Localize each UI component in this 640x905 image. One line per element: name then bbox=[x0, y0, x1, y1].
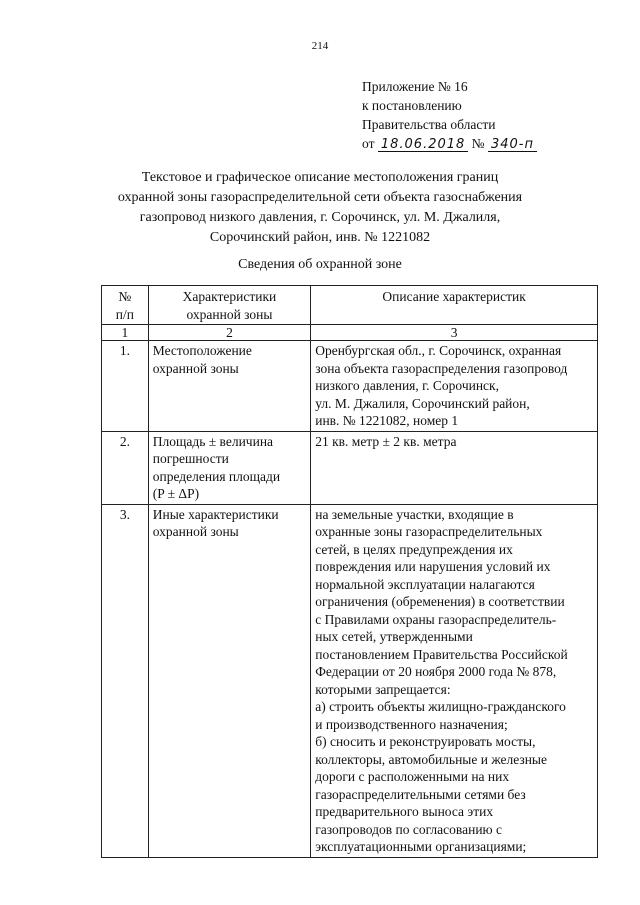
table-row bbox=[102, 341, 598, 432]
characteristic-name-line: погрешности bbox=[152, 451, 229, 466]
description-line: ограничения (обременения) в соответствии bbox=[315, 594, 565, 609]
characteristic-name-line: Площадь ± величина bbox=[152, 433, 274, 449]
description-line: с Правилами охраны газораспределитель- bbox=[315, 611, 557, 627]
appendix-line-3: Правительства области bbox=[362, 117, 496, 132]
description-line: инв. № 1221082, номер 1 bbox=[315, 413, 459, 428]
description-line: ул. М. Джалиля, Сорочинский район, bbox=[315, 395, 530, 411]
date-prefix: от bbox=[362, 136, 375, 151]
appendix-header bbox=[362, 77, 537, 153]
description-line: дороги с расположенными на них bbox=[315, 769, 510, 784]
characteristic-name-line: Местоположение bbox=[152, 343, 252, 358]
characteristic-description-cell bbox=[311, 504, 598, 857]
table-row bbox=[102, 431, 598, 504]
header-col-number-line-2: п/п bbox=[115, 306, 134, 322]
description-line: низкого давления, г. Сорочинск, bbox=[315, 378, 499, 393]
characteristic-name-cell bbox=[148, 504, 310, 857]
column-number-1: 1 bbox=[102, 325, 149, 341]
characteristic-name-line: определения площади bbox=[152, 468, 281, 484]
header-col-characteristics-line-2: охранной зоны bbox=[186, 306, 273, 322]
description-line: которыми запрещается: bbox=[315, 681, 451, 697]
description-line: на земельные участки, входящие в bbox=[315, 506, 514, 522]
description-line: Федерации от 20 ноября 2000 года № 878, bbox=[315, 664, 557, 679]
title-line-1: Текстовое и графическое описание местоположения границ bbox=[141, 170, 499, 185]
number-prefix: № bbox=[471, 136, 485, 151]
description-line: Оренбургская обл., г. Сорочинск, охранная bbox=[315, 343, 562, 358]
description-line: газопроводов по согласованию с bbox=[315, 821, 502, 837]
characteristic-description-cell bbox=[311, 431, 598, 504]
table-body bbox=[102, 341, 598, 858]
column-number-2: 2 bbox=[148, 325, 310, 341]
description-line: повреждения или нарушения условий их bbox=[315, 559, 551, 574]
protection-zone-table bbox=[101, 285, 598, 858]
document-title bbox=[0, 168, 640, 248]
table-header-row bbox=[102, 286, 598, 325]
description-line: ных сетей, утвержденными bbox=[315, 629, 473, 644]
column-number-3: 3 bbox=[311, 325, 598, 341]
description-line: предварительного выноса этих bbox=[315, 804, 494, 819]
description-line: б) сносить и реконструировать мосты, bbox=[315, 734, 536, 749]
description-line: сетей, в целях предупреждения их bbox=[315, 541, 513, 557]
description-line: эксплуатационными организациями; bbox=[315, 839, 527, 854]
characteristic-name-cell bbox=[148, 431, 310, 504]
row-number-cell: 2. bbox=[102, 431, 149, 504]
description-line: постановлением Правительства Российской bbox=[315, 646, 568, 662]
header-col-number bbox=[102, 286, 149, 325]
description-line: коллекторы, автомобильные и железные bbox=[315, 751, 547, 767]
header-col-description: Описание характеристик bbox=[311, 286, 598, 325]
characteristic-name-line: (P ± ΔP) bbox=[152, 486, 200, 501]
characteristic-name-line: охранной зоны bbox=[152, 524, 239, 539]
characteristic-name-cell bbox=[148, 341, 310, 432]
title-line-3: газопровод низкого давления, г. Сорочинск, ул. М. Джалиля, bbox=[139, 210, 501, 225]
section-subtitle: Сведения об охранной зоне bbox=[238, 257, 402, 272]
handwritten-number: 340-п bbox=[488, 138, 537, 152]
description-line: зона объекта газораспределения газопровод bbox=[315, 360, 568, 376]
header-col-characteristics-line-1: Характеристики bbox=[182, 289, 277, 304]
characteristic-name-line: Иные характеристики bbox=[152, 506, 279, 522]
description-line: 21 кв. метр ± 2 кв. метра bbox=[315, 433, 457, 449]
handwritten-date: 18.06.2018 bbox=[378, 138, 468, 152]
header-col-number-line-1: № bbox=[118, 289, 132, 304]
row-number-cell: 3. bbox=[102, 504, 149, 857]
page-number: 214 bbox=[311, 40, 329, 52]
appendix-line-2: к постановлению bbox=[362, 98, 462, 113]
header-col-characteristics bbox=[148, 286, 310, 325]
row-number-cell: 1. bbox=[102, 341, 149, 432]
title-line-4: Сорочинский район, инв. № 1221082 bbox=[209, 230, 431, 245]
table-row bbox=[102, 504, 598, 857]
appendix-line-1: Приложение № 16 bbox=[362, 79, 468, 94]
title-line-2: охранной зоны газораспределительной сети объекта газоснабжения bbox=[117, 190, 523, 205]
description-line: газораспределительными сетями без bbox=[315, 786, 526, 802]
description-line: охранные зоны газораспределительных bbox=[315, 524, 543, 539]
column-number-row bbox=[102, 325, 598, 341]
next-page-text-fragment bbox=[101, 888, 598, 894]
description-line: и производственного назначения; bbox=[315, 716, 508, 732]
description-line: а) строить объекты жилищно-гражданского bbox=[315, 699, 566, 714]
characteristic-name-line: охранной зоны bbox=[152, 360, 239, 376]
appendix-date-line bbox=[362, 134, 537, 153]
characteristic-description-cell bbox=[311, 341, 598, 432]
description-line: нормальной эксплуатации налагаются bbox=[315, 576, 535, 592]
